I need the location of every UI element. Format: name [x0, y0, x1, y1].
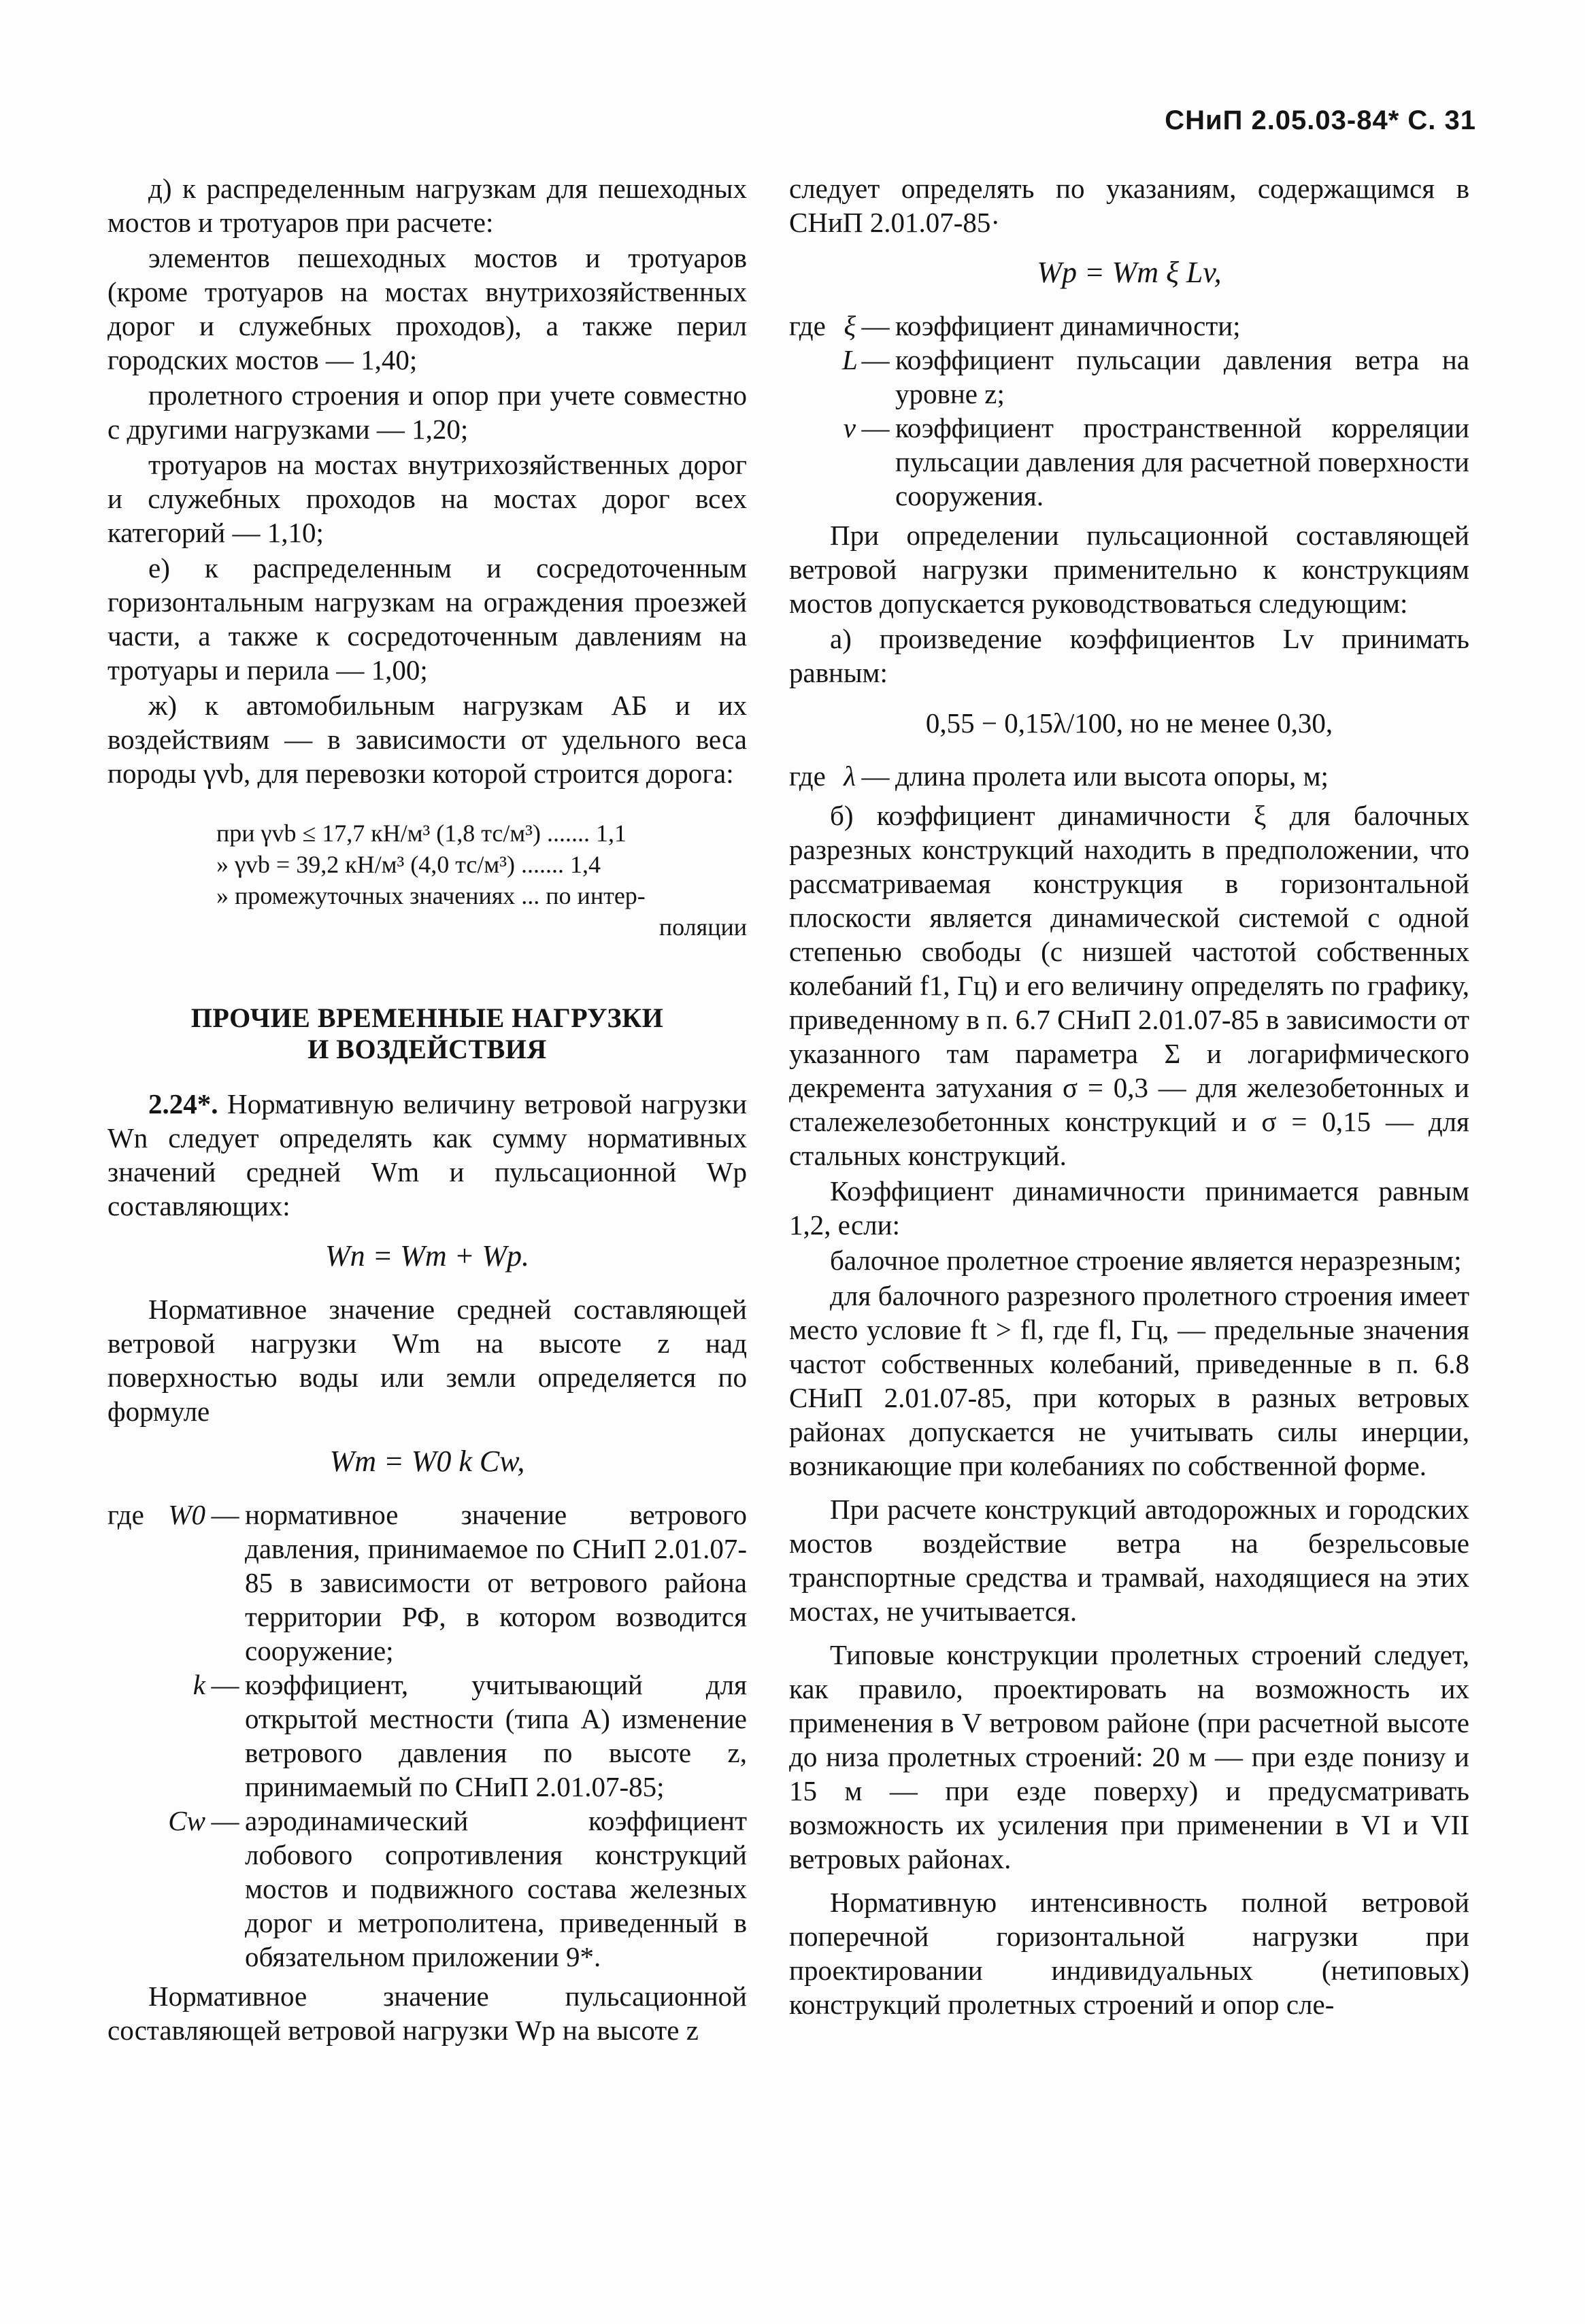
density-value-3-cont: поляции [658, 913, 747, 941]
definition-cw [107, 1804, 747, 1974]
density-value-3: » промежуточных значениях ... по интер- [216, 882, 646, 909]
formula-wm: Wm = W0 k Cw, [329, 1445, 525, 1478]
clause-d-item-3: тротуаров на мостах внутрихозяйственных дорог и служебных проходов на мостах дорог всех категорий — 1,10; [107, 449, 747, 548]
definitions-left [107, 1498, 747, 1974]
clause-b: б) коэффициент динамичности ξ для балочных разрезных конструкций находить в предположении, что рассматриваемая конструкция в горизонтальной плоскости является динамической системой с одной степенью свободы (с низшей частотой собственных колебаний f1, Гц) и его величину определять по графику, приведенному в п. 6.7 СНиП 2.01.07-85 в зависимости от указанного там параметра Σ и логарифмического декремента затухания σ = 0,3 — для железобетонных и сталежелезобетонных конструкций и σ = 0,15 — для стальных конструкций. [789, 800, 1469, 1171]
clause-a: а) произведение коэффициентов Lv принимать равным: [789, 623, 1469, 688]
definition-k [107, 1668, 747, 1804]
symbol-v: v [843, 412, 856, 443]
dash: — [861, 412, 890, 443]
para-dynamic-coeff: Коэффициент динамичности принимается равным 1,2, если: [789, 1175, 1469, 1241]
para-typical-structures: Типовые конструкции пролетных строений следует, как правило, проектировать на возможность их применения в V ветровом районе (при расчетной высоте до низа пролетных строений: 20 м — при езде понизу и 15 м — при езде поверху) и предусматривать возможность их усиления при применении в VI и VII ветровых районах. [789, 1639, 1469, 1874]
formula-lv: 0,55 − 0,15λ/100, но не менее 0,30, [925, 707, 1333, 739]
definition-text: нормативное значение ветрового давления, принимаемое по СНиП 2.01.07-85 в зависимости от ветрового района территории РФ, в котором возводится сооружение; [245, 1499, 747, 1666]
definition-w0 [107, 1498, 747, 1668]
definition-text: длина пролета или высота опоры, м; [895, 760, 1329, 792]
right-column [789, 171, 1469, 2023]
section-heading-line-2: И ВОЗДЕЙСТВИЯ [307, 1034, 547, 1064]
where-label: где [789, 760, 826, 792]
clause-d-item-2: пролетного строения и опор при учете совместно с другими нагрузками — 1,20; [107, 380, 747, 445]
definition-text: коэффициент пульсации давления ветра на уровне z; [895, 344, 1469, 409]
dash: — [211, 1499, 239, 1530]
formula-wn: Wn = Wm + Wp. [324, 1239, 530, 1273]
clause-e: е) к распределенным и сосредоточенным горизонтальным нагрузкам на ограждения проезжей части, а также к сосредоточенным давлениям на тротуары и перила — 1,00; [107, 552, 747, 686]
clause-text: Нормативную величину ветровой нагрузки Wn следует определять как сумму нормативных значений средней Wm и пульсационной Wp составляющих: [107, 1088, 748, 1222]
where-label: где [107, 1499, 144, 1530]
dash: — [861, 760, 890, 792]
para-mean-component: Нормативное значение средней составляющей ветровой нагрузки Wm на высоте z над поверхностью воды или земли определяется по формуле [107, 1294, 747, 1427]
running-head: СНиП 2.05.03-84* С. 31 [1165, 105, 1476, 135]
clause-d-item-1: элементов пешеходных мостов и тротуаров (кроме тротуаров на мостах внутрихозяйственных дорог и служебных проходов), а также перил городских мостов — 1,40; [107, 242, 747, 375]
symbol-cw: Cw [168, 1805, 205, 1836]
section-heading-line-1: ПРОЧИЕ ВРЕМЕННЫЕ НАГРУЗКИ [190, 1003, 664, 1033]
definitions-lambda [789, 759, 1469, 793]
para-pulsation-component: Нормативное значение пульсационной составляющей ветровой нагрузки Wp на высоте z [107, 1981, 747, 2046]
symbol-xi: ξ [844, 310, 856, 341]
where-label: где [789, 310, 826, 341]
para-road-bridges: При расчете конструкций автодорожных и городских мостов воздействие ветра на безрельсовые транспортные средства и трамвай, находящиеся на этих мостах, не учитывается. [789, 1494, 1469, 1627]
dash: — [861, 344, 890, 375]
clause-number: 2.24*. [148, 1088, 218, 1119]
definition-lambda [789, 759, 1469, 793]
symbol-w0: W0 [168, 1499, 205, 1530]
clause-d-intro: д) к распределенным нагрузкам для пешеходных мостов и тротуаров при расчете: [107, 173, 747, 238]
symbol-lambda: λ [844, 760, 856, 792]
clause-2-24 [107, 1087, 747, 1223]
density-value-1: при γvb ≤ 17,7 кН/м³ (1,8 тс/м³) ....... 1,1 [216, 820, 627, 847]
section-heading [107, 1003, 747, 1065]
dash: — [211, 1669, 239, 1700]
definition-text: коэффициент, учитывающий для открытой местности (типа А) изменение ветрового давления по высоте z, принимаемый по СНиП 2.01.07-85; [245, 1669, 747, 1802]
formula-wp: Wp = Wm ξ Lv, [1037, 256, 1222, 289]
definition-l [789, 343, 1469, 411]
para-split-span: для балочного разрезного пролетного строения имеет место условие ft > fl, где fl, Гц, — предельные значения частот собственных колебаний, приведенные в п. 6.8 СНиП 2.01.07-85, при которых в разных ветровых районах допускается не учитывать силы инерции, возникающие при колебаниях по собственной форме. [789, 1280, 1469, 1481]
definition-text: коэффициент пространственной корреляции пульсации давления для расчетной поверхности сооружения. [895, 412, 1469, 511]
symbol-l: L [842, 344, 858, 375]
para-continuation: следует определять по указаниям, содержащимся в СНиП 2.01.07-85· [789, 173, 1469, 238]
definitions-right [789, 309, 1469, 513]
density-value-2: » γvb = 39,2 кН/м³ (4,0 тс/м³) ....... 1,4 [216, 851, 601, 878]
density-values-list [216, 818, 747, 943]
dash: — [211, 1805, 239, 1836]
symbol-k: k [193, 1669, 205, 1700]
para-guidance: При определении пульсационной составляющей ветровой нагрузки применительно к конструкциям мостов допускается руководствоваться следующим: [789, 520, 1469, 619]
definition-xi [789, 309, 1469, 343]
definition-text: коэффициент динамичности; [895, 310, 1241, 341]
para-continuous-span: балочное пролетное строение является неразрезным; [830, 1245, 1462, 1276]
left-column [107, 171, 747, 2049]
definition-text: аэродинамический коэффициент лобового сопротивления конструкций мостов и подвижного состава железных дорог и метрополитена, приведенный в обязательном приложении 9*. [245, 1805, 747, 1972]
para-normative-intensity: Нормативную интенсивность полной ветровой поперечной горизонтальной нагрузки при проектировании индивидуальных (нетиповых) конструкций пролетных строений и опор сле- [789, 1887, 1469, 2020]
dash: — [861, 310, 890, 341]
clause-zh: ж) к автомобильным нагрузкам АБ и их воздействиям — в зависимости от удельного веса породы γvb, для перевозки которой строится дорога: [107, 690, 747, 789]
definition-v [789, 411, 1469, 513]
